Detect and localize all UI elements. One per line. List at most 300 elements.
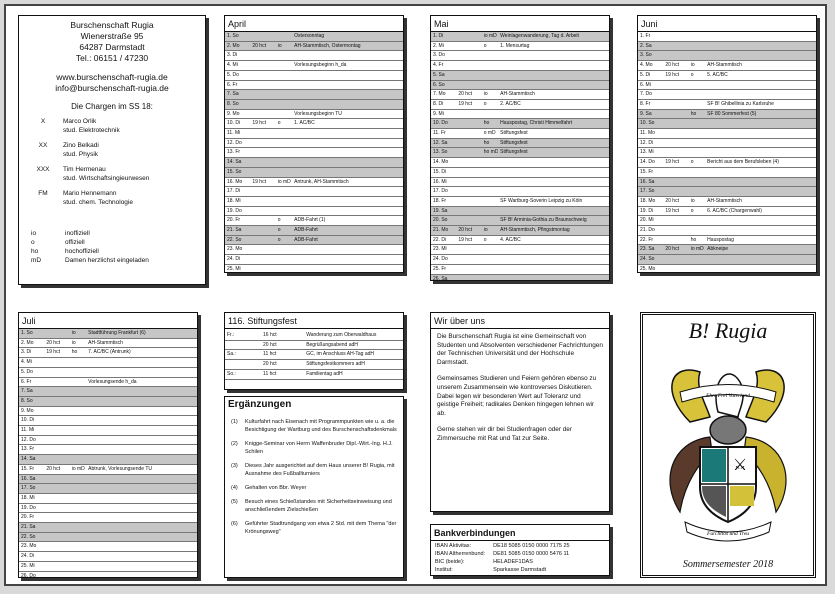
charge-row bbox=[23, 141, 201, 159]
day-cell: 14. Sa bbox=[225, 158, 250, 168]
stiftungsfest-table bbox=[225, 331, 403, 380]
day-cell: 2. Mo bbox=[225, 41, 250, 51]
day-cell: 16. Mi bbox=[431, 177, 456, 187]
day-cell: 8. So bbox=[225, 99, 250, 109]
mode-cell bbox=[70, 474, 86, 484]
day-cell: 20. Fr bbox=[225, 216, 250, 226]
time-cell: 16 hct bbox=[261, 331, 304, 340]
event-cell: Abtrunk, Vorlesungsende TU bbox=[86, 464, 197, 474]
day-cell: 24. Di bbox=[19, 552, 44, 562]
day-cell: 12. Do bbox=[19, 435, 44, 445]
event-cell: Stiftungsfest bbox=[498, 148, 609, 158]
day-cell: 20. Fr bbox=[19, 513, 44, 523]
event-cell bbox=[86, 396, 197, 406]
time-cell bbox=[44, 561, 69, 571]
time-cell bbox=[44, 358, 69, 368]
calendar-row bbox=[19, 396, 197, 406]
calendar-row bbox=[19, 387, 197, 397]
time-cell bbox=[250, 148, 275, 158]
mode-cell bbox=[276, 148, 292, 158]
time-cell bbox=[456, 51, 481, 61]
day-cell: 13. Mi bbox=[638, 148, 663, 158]
day-cell: 5. Sa bbox=[431, 70, 456, 80]
org-website-link[interactable]: www.burschenschaft-rugia.de bbox=[56, 72, 168, 82]
day-cell: 25. Mo bbox=[638, 264, 663, 273]
day-cell: 21. Do bbox=[638, 226, 663, 236]
org-email-link[interactable]: info@burschenschaft-rugia.de bbox=[55, 83, 169, 93]
event-cell: 1. AC/BC bbox=[292, 119, 403, 129]
time-cell bbox=[250, 196, 275, 206]
calendar-row bbox=[431, 90, 609, 100]
calendar-row bbox=[225, 109, 403, 119]
mode-cell bbox=[482, 167, 498, 177]
event-cell bbox=[498, 167, 609, 177]
time-cell bbox=[250, 226, 275, 236]
day-cell: 10. Di bbox=[19, 416, 44, 426]
calendar-row bbox=[225, 32, 403, 41]
calendar-row bbox=[431, 99, 609, 109]
time-cell bbox=[663, 51, 688, 61]
helmet bbox=[710, 416, 746, 444]
mode-cell bbox=[482, 206, 498, 216]
day-cell: 4. Mi bbox=[225, 61, 250, 71]
day-cell: 18. Mi bbox=[19, 493, 44, 503]
charge-rank: X bbox=[40, 118, 46, 125]
time-cell bbox=[663, 138, 688, 148]
time-cell bbox=[250, 109, 275, 119]
event-cell bbox=[292, 80, 403, 90]
time-cell bbox=[456, 245, 481, 255]
legend-value: Damen herzlichst eingeladen bbox=[65, 257, 149, 264]
time-cell bbox=[44, 426, 69, 436]
charge-rank: FM bbox=[38, 190, 48, 197]
legend-value: offiziell bbox=[65, 239, 85, 246]
calendar-row bbox=[19, 329, 197, 338]
day-cell: 7. Do bbox=[638, 90, 663, 100]
event-cell bbox=[705, 129, 816, 139]
calendar-row bbox=[431, 264, 609, 274]
time-cell bbox=[44, 513, 69, 523]
bank-label: IBAN Aktivitas: bbox=[435, 543, 472, 549]
event-cell bbox=[86, 503, 197, 513]
day-cell: 6. So bbox=[431, 80, 456, 90]
event-cell: Bericht aus dem Berufsleben (4) bbox=[705, 158, 816, 168]
day-cell: 10. Di bbox=[225, 119, 250, 129]
event-cell bbox=[705, 187, 816, 197]
event-cell: 4. AC/BC bbox=[498, 235, 609, 245]
charge-person bbox=[63, 141, 99, 159]
calendar-row bbox=[431, 41, 609, 51]
time-cell: 19 hct bbox=[44, 348, 69, 358]
day-cell: 1. Di bbox=[431, 32, 456, 41]
calendar-row bbox=[431, 119, 609, 129]
event-cell bbox=[292, 129, 403, 139]
day-cell: So.: bbox=[225, 369, 261, 379]
mode-cell bbox=[482, 216, 498, 226]
note-text: Geführter Stadtrundgang von etwa 2 Std. mit dem Thema "der Krönungsweg" bbox=[245, 521, 397, 535]
day-cell: 13. Fr bbox=[19, 445, 44, 455]
calendar-row bbox=[431, 138, 609, 148]
charge-study: stud. Physik bbox=[63, 151, 99, 158]
day-cell: 5. Di bbox=[638, 70, 663, 80]
event-cell bbox=[86, 493, 197, 503]
note-number: (4) bbox=[231, 485, 238, 491]
bank-value: Sparkasse Darmstadt bbox=[493, 567, 547, 573]
mode-cell bbox=[276, 90, 292, 100]
note-number: (2) bbox=[231, 441, 238, 447]
mode-cell bbox=[276, 129, 292, 139]
event-cell: Vorlesungsende h_da bbox=[86, 377, 197, 387]
calendar-row bbox=[638, 61, 816, 71]
mode-cell bbox=[276, 187, 292, 197]
top-banner-text: Ehre Frei Vaterland bbox=[706, 393, 750, 399]
calendar-row bbox=[638, 138, 816, 148]
mode-cell: io mD bbox=[482, 32, 498, 41]
mode-cell bbox=[689, 148, 705, 158]
day-cell: 7. Sa bbox=[225, 90, 250, 100]
calendar-row bbox=[431, 80, 609, 90]
event-cell bbox=[705, 41, 816, 51]
event-cell bbox=[705, 138, 816, 148]
day-cell: 17. Do bbox=[431, 187, 456, 197]
calendar-row bbox=[19, 406, 197, 416]
time-cell bbox=[250, 245, 275, 255]
time-cell bbox=[663, 99, 688, 109]
calendar-row bbox=[638, 206, 816, 216]
wir-title: Wir über uns bbox=[431, 313, 609, 329]
day-cell: Sa.: bbox=[225, 350, 261, 360]
chargen-title: Die Chargen im SS 18: bbox=[71, 102, 153, 111]
event-cell: 7. AC/BC (Antrunk) bbox=[86, 348, 197, 358]
calendar-row bbox=[19, 445, 197, 455]
day-cell: 20. Mi bbox=[638, 216, 663, 226]
calendar-row bbox=[19, 523, 197, 533]
event-cell bbox=[292, 148, 403, 158]
time-cell bbox=[456, 206, 481, 216]
day-cell: 2. Mi bbox=[431, 41, 456, 51]
event-cell bbox=[705, 226, 816, 236]
legend-row bbox=[23, 229, 201, 238]
mode-cell bbox=[276, 206, 292, 216]
time-cell bbox=[44, 445, 69, 455]
time-cell bbox=[44, 416, 69, 426]
day-cell: 6. Fr bbox=[19, 377, 44, 387]
calendar-row bbox=[19, 435, 197, 445]
time-cell: 20 hct bbox=[456, 226, 481, 236]
time-cell: 11 hct bbox=[261, 369, 304, 379]
mode-cell bbox=[276, 264, 292, 273]
day-cell: Fr.: bbox=[225, 331, 261, 340]
mode-cell bbox=[70, 523, 86, 533]
day-cell: 23. Mi bbox=[431, 245, 456, 255]
event-cell bbox=[292, 158, 403, 168]
event-cell: Wanderung zum Oberwaldhaus bbox=[304, 331, 403, 340]
time-cell bbox=[44, 503, 69, 513]
time-cell bbox=[456, 187, 481, 197]
calendar-row bbox=[638, 158, 816, 168]
day-cell: 1. Fr bbox=[638, 32, 663, 41]
calendar-row bbox=[225, 235, 403, 245]
day-cell: 23. Mo bbox=[225, 245, 250, 255]
bank-row bbox=[431, 566, 574, 574]
time-cell bbox=[250, 235, 275, 245]
bottom-banner-text: Furchtlos und Treu bbox=[706, 531, 750, 537]
event-cell bbox=[86, 387, 197, 397]
day-cell: 26. Do bbox=[19, 571, 44, 578]
time-cell bbox=[663, 119, 688, 129]
day-cell: 25. Mi bbox=[19, 561, 44, 571]
event-cell bbox=[705, 90, 816, 100]
day-cell: 14. Mo bbox=[431, 158, 456, 168]
time-cell: 20 hct bbox=[456, 90, 481, 100]
info-panel bbox=[18, 15, 206, 285]
note-number: (3) bbox=[231, 463, 238, 469]
calendar-row bbox=[638, 70, 816, 80]
mode-cell bbox=[689, 187, 705, 197]
event-cell: SF B! Arminia-Gothia zu Braunschweig bbox=[498, 216, 609, 226]
bank-label: BIC (beide): bbox=[435, 559, 465, 565]
day-cell: 3. So bbox=[638, 51, 663, 61]
mode-cell: ho bbox=[70, 348, 86, 358]
event-cell: 6. AC/BC (Chargenwahl) bbox=[705, 206, 816, 216]
event-cell bbox=[86, 561, 197, 571]
bank-row bbox=[431, 550, 574, 558]
time-cell bbox=[663, 216, 688, 226]
event-cell: Vorlesungsbeginn TU bbox=[292, 109, 403, 119]
calendar-row bbox=[431, 206, 609, 216]
calendar-row bbox=[225, 196, 403, 206]
calendar-row bbox=[431, 255, 609, 265]
month-title: Juni bbox=[638, 16, 816, 32]
event-cell bbox=[292, 196, 403, 206]
day-cell: 12. Sa bbox=[431, 138, 456, 148]
event-cell: AH-Stammtisch, Pfingstmontag bbox=[498, 226, 609, 236]
calendar-row bbox=[638, 177, 816, 187]
day-cell: 22. Di bbox=[431, 235, 456, 245]
calendar-row bbox=[638, 119, 816, 129]
event-cell: AH-Stammtisch bbox=[705, 61, 816, 71]
event-cell: AH-Stammtisch bbox=[86, 338, 197, 348]
mode-cell: io bbox=[482, 226, 498, 236]
time-cell: 19 hct bbox=[663, 70, 688, 80]
mode-cell bbox=[482, 158, 498, 168]
event-cell bbox=[705, 255, 816, 265]
time-cell bbox=[250, 99, 275, 109]
mode-cell bbox=[70, 455, 86, 465]
event-cell: AH-Stammtisch bbox=[498, 90, 609, 100]
time-cell bbox=[250, 216, 275, 226]
mode-cell bbox=[482, 61, 498, 71]
event-cell bbox=[86, 358, 197, 368]
calendar-row bbox=[19, 484, 197, 494]
calendar-row bbox=[19, 503, 197, 513]
day-cell: 9. Sa bbox=[638, 109, 663, 119]
mode-cell bbox=[276, 196, 292, 206]
event-cell bbox=[292, 90, 403, 100]
event-cell bbox=[705, 32, 816, 41]
time-cell bbox=[456, 255, 481, 265]
mode-cell bbox=[70, 435, 86, 445]
legend-list bbox=[23, 229, 201, 265]
time-cell bbox=[250, 80, 275, 90]
day-cell: 7. Mo bbox=[431, 90, 456, 100]
time-cell bbox=[663, 177, 688, 187]
calendar-row bbox=[638, 109, 816, 119]
calendar-row bbox=[225, 226, 403, 236]
mode-cell: io bbox=[70, 329, 86, 338]
calendar-row bbox=[431, 129, 609, 139]
event-cell: AH-Stammtisch, Ostermontag bbox=[292, 41, 403, 51]
svg-text:⚔: ⚔ bbox=[732, 457, 748, 474]
day-cell: 21. Mo bbox=[431, 226, 456, 236]
bank-row bbox=[431, 558, 574, 566]
day-cell: 25. Fr bbox=[431, 264, 456, 274]
time-cell bbox=[44, 377, 69, 387]
note-text: Knigge-Seminar von Herrn Waffenbruder Dipl.-Wirt.-Ing. H.J. Schilen bbox=[245, 441, 393, 455]
time-cell bbox=[456, 167, 481, 177]
event-cell bbox=[705, 148, 816, 158]
mode-cell: o bbox=[689, 206, 705, 216]
time-cell: 19 hct bbox=[456, 99, 481, 109]
time-cell: 20 hct bbox=[261, 360, 304, 370]
day-cell: 8. Di bbox=[431, 99, 456, 109]
day-cell: 11. Mi bbox=[225, 129, 250, 139]
time-cell bbox=[456, 109, 481, 119]
calendar-row bbox=[19, 513, 197, 523]
day-cell: 4. Mo bbox=[638, 61, 663, 71]
charge-name: Marco Orlik bbox=[63, 118, 97, 125]
month-mai bbox=[430, 15, 610, 281]
note-text: Dieses Jahr ausgerichtet auf dem Haus unserer B! Rugia, mit Ausnahme des Fußballturniers bbox=[245, 463, 395, 477]
mode-cell bbox=[689, 51, 705, 61]
day-cell: 18. Mi bbox=[225, 196, 250, 206]
org-street: Wienerstraße 95 bbox=[80, 31, 144, 41]
mode-cell bbox=[70, 542, 86, 552]
org-name: Burschenschaft Rugia bbox=[70, 20, 154, 30]
mode-cell bbox=[276, 158, 292, 168]
calendar-row bbox=[638, 216, 816, 226]
legend-row bbox=[23, 247, 201, 256]
time-cell bbox=[44, 571, 69, 578]
time-cell: 20 hct bbox=[44, 338, 69, 348]
event-cell bbox=[498, 70, 609, 80]
time-cell bbox=[663, 226, 688, 236]
event-cell: Antrunk, AH-Stammtisch bbox=[292, 177, 403, 187]
day-cell: 20. So bbox=[431, 216, 456, 226]
mode-cell bbox=[689, 90, 705, 100]
calendar-row bbox=[431, 216, 609, 226]
calendar-row bbox=[225, 216, 403, 226]
time-cell bbox=[250, 138, 275, 148]
calendar-row bbox=[225, 255, 403, 265]
event-cell bbox=[705, 51, 816, 61]
time-cell bbox=[44, 396, 69, 406]
calendar-row bbox=[431, 70, 609, 80]
ergaenzungen-panel bbox=[224, 396, 404, 578]
mode-cell bbox=[689, 177, 705, 187]
charge-row bbox=[23, 117, 201, 135]
mode-cell: io bbox=[689, 61, 705, 71]
day-cell: 23. Sa bbox=[638, 245, 663, 255]
day-cell: 21. Sa bbox=[19, 523, 44, 533]
mode-cell bbox=[70, 396, 86, 406]
calendar-row bbox=[19, 474, 197, 484]
mode-cell bbox=[70, 552, 86, 562]
calendar-row bbox=[225, 90, 403, 100]
calendar-table bbox=[19, 329, 197, 578]
mode-cell bbox=[70, 416, 86, 426]
calendar-row bbox=[225, 51, 403, 61]
charge-name: Zino Belkadi bbox=[63, 142, 99, 149]
crest-title: B! Rugia bbox=[688, 318, 768, 343]
event-cell bbox=[705, 167, 816, 177]
semester-title: Sommersemester 2018 bbox=[682, 559, 774, 570]
time-cell bbox=[663, 109, 688, 119]
mode-cell bbox=[689, 129, 705, 139]
day-cell: 25. Mi bbox=[225, 264, 250, 273]
day-cell: 5. Do bbox=[19, 367, 44, 377]
mode-cell: o bbox=[276, 235, 292, 245]
legend-key: ho bbox=[31, 248, 39, 255]
time-cell bbox=[456, 148, 481, 158]
mode-cell: o bbox=[276, 226, 292, 236]
event-cell bbox=[86, 474, 197, 484]
calendar-row bbox=[225, 70, 403, 80]
mode-cell bbox=[70, 503, 86, 513]
day-cell: 4. Fr bbox=[431, 61, 456, 71]
day-cell: 24. Do bbox=[431, 255, 456, 265]
event-cell bbox=[292, 167, 403, 177]
time-cell bbox=[456, 41, 481, 51]
mode-cell: io bbox=[276, 41, 292, 51]
month-title: April bbox=[225, 16, 403, 32]
charge-rank: XX bbox=[38, 142, 48, 149]
chargen-list bbox=[23, 117, 201, 207]
mode-cell bbox=[276, 80, 292, 90]
mode-cell bbox=[689, 216, 705, 226]
mode-cell bbox=[689, 32, 705, 41]
mode-cell bbox=[70, 406, 86, 416]
day-cell: 10. Do bbox=[431, 119, 456, 129]
time-cell bbox=[250, 206, 275, 216]
paragraph: Die Burschenschaft Rugia ist eine Gemeinschaft von Studenten und Absolventen verschiedener Fachrichtungen der Technischen Universität und der Hochschule Darmstadt. bbox=[437, 333, 603, 366]
crest-panel bbox=[640, 312, 816, 578]
mode-cell bbox=[70, 445, 86, 455]
time-cell: 20 hct bbox=[663, 245, 688, 255]
note-text: Gehalten von Bbr. Weyer bbox=[245, 485, 307, 491]
mode-cell bbox=[70, 571, 86, 578]
time-cell bbox=[44, 474, 69, 484]
event-cell: Stiftungsfestkommers adH bbox=[304, 360, 403, 370]
bank-panel bbox=[430, 524, 610, 576]
mode-cell bbox=[689, 167, 705, 177]
event-cell: Familientag adH bbox=[304, 369, 403, 379]
calendar-row bbox=[638, 264, 816, 273]
calendar-row bbox=[431, 148, 609, 158]
time-cell bbox=[663, 167, 688, 177]
calendar-row bbox=[19, 464, 197, 474]
calendar-row bbox=[225, 61, 403, 71]
time-cell bbox=[44, 552, 69, 562]
time-cell bbox=[44, 542, 69, 552]
time-cell bbox=[250, 61, 275, 71]
time-cell bbox=[456, 196, 481, 206]
mode-cell bbox=[689, 264, 705, 273]
calendar-row bbox=[19, 338, 197, 348]
event-cell: 5. AC/BC bbox=[705, 70, 816, 80]
mode-cell bbox=[276, 99, 292, 109]
event-cell bbox=[498, 80, 609, 90]
